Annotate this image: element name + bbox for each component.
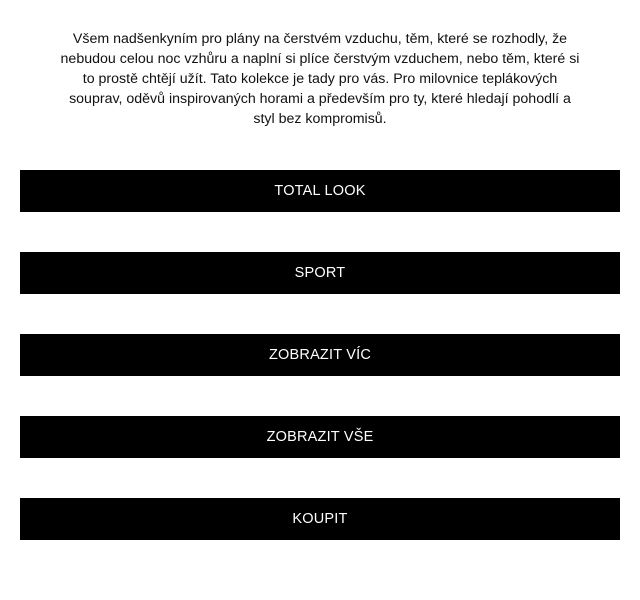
collection-description: Všem nadšenkyním pro plány na čerstvém vzduchu, těm, které se rozhodly, že nebudou celou noc vzhůru a naplní si plíce čerstvým vzduchem, nebo těm, které si to prostě chtějí užít. Tato kolekce je tady pro vás. Pro milovnice teplákových souprav, oděvů inspirovaných horami a především pro ty, které hledají pohodlí a styl bez kompromisů. [60,31,580,127]
sport-button[interactable]: SPORT [20,252,620,294]
buy-button[interactable]: KOUPIT [20,498,620,540]
show-more-button[interactable]: ZOBRAZIT VÍC [20,334,620,376]
category-button-list [20,170,620,580]
show-all-button[interactable]: ZOBRAZIT VŠE [20,416,620,458]
total-look-button[interactable]: TOTAL LOOK [20,170,620,212]
